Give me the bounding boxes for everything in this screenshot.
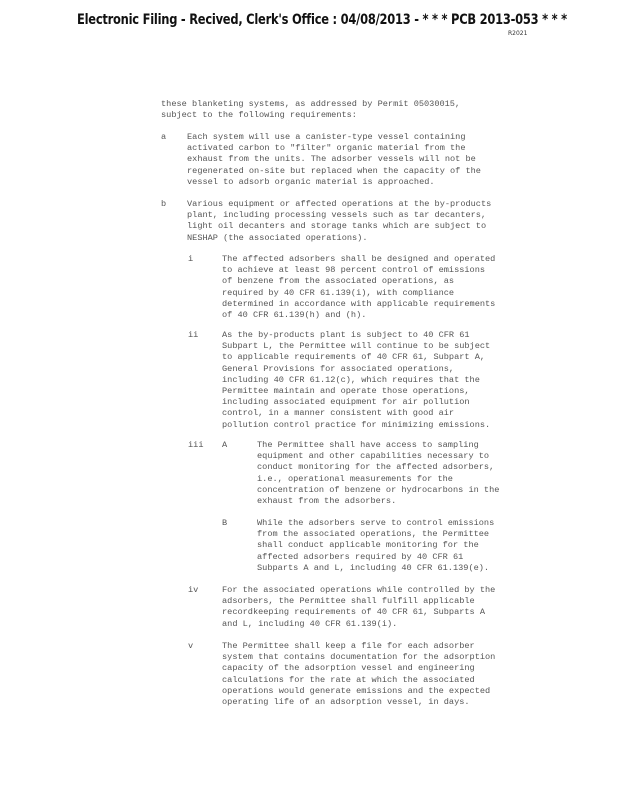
item-marker-iii-b: B [222, 518, 228, 528]
item-ii [222, 330, 490, 431]
item-line: Subparts A and L, including 40 CFR 61.139(e). [257, 562, 490, 573]
item-line: The Permittee shall have access to sampling [257, 440, 479, 450]
intro-line: these blanketing systems, as addressed by Permit 05030015, [161, 99, 461, 109]
item-line: General Provisions for associated operations, [222, 363, 455, 374]
item-line: operations would generate emissions and the expected [222, 685, 491, 696]
item-line: to applicable requirements of 40 CFR 61, Subpart A, [222, 352, 486, 363]
intro-line: subject to the following requirements: [161, 110, 357, 121]
item-line: Permittee maintain and operate those operations, [222, 385, 470, 396]
item-line: activated carbon to "filter" organic material from the [187, 143, 466, 154]
item-line: equipment and other capabilities necessary to [257, 451, 490, 462]
item-line: pollution control practice for minimizing emissions. [222, 419, 491, 430]
item-line: affected adsorbers required by 40 CFR 61 [257, 551, 464, 562]
item-line: Various equipment or affected operations at the by-products [187, 199, 492, 209]
item-line: calculations for the rate at which the associated [222, 674, 475, 685]
item-line: regenerated on-site but replaced when the capacity of the [187, 165, 481, 176]
item-line: plant, including processing vessels such as tar decanters, [187, 210, 487, 221]
item-line: As the by-products plant is subject to 40 CFR 61 [222, 330, 470, 340]
item-line: of 40 CFR 61.139(h) and (h). [222, 309, 367, 320]
item-marker-v: v [188, 641, 194, 651]
item-marker-b: b [161, 199, 167, 209]
item-marker-a: a [161, 132, 167, 142]
item-line: The Permittee shall keep a file for each adsorber [222, 641, 475, 651]
item-line: and L, including 40 CFR 61.139(i). [222, 618, 398, 629]
item-line: shall conduct applicable monitoring for the [257, 540, 479, 551]
item-line: recordkeeping requirements of 40 CFR 61, Subparts A [222, 607, 486, 618]
item-line: conduct monitoring for the affected adsorbers, [257, 462, 495, 473]
page-stamp: R2021 [508, 30, 528, 37]
item-line: control, in a manner consistent with good air [222, 408, 455, 419]
filing-header: Electronic Filing - Recived, Clerk's Office : 04/08/2013 - * * * PCB 2013-053 * * * [77, 12, 567, 28]
item-line: Each system will use a canister-type vessel containing [187, 132, 466, 142]
item-line: vessel to adsorb organic material is approached. [187, 176, 435, 187]
item-line: The affected adsorbers shall be designed and operated [222, 254, 496, 264]
item-line: from the associated operations, the Permittee [257, 529, 490, 540]
item-line: determined in accordance with applicable requirements [222, 298, 496, 309]
item-line: While the adsorbers serve to control emissions [257, 518, 495, 528]
item-marker-i: i [188, 254, 194, 264]
item-marker-iii: iii [188, 440, 204, 450]
item-a [187, 132, 481, 188]
item-line: required by 40 CFR 61.139(i), with compliance [222, 287, 455, 298]
item-v [222, 641, 495, 708]
item-iii-a [257, 440, 499, 507]
item-line: NESHAP (the associated operations). [187, 232, 368, 243]
item-line: For the associated operations while controlled by the [222, 585, 496, 595]
item-i [222, 254, 495, 321]
item-line: including 40 CFR 61.12(c), which requires that the [222, 374, 480, 385]
item-marker-ii: ii [188, 330, 199, 340]
item-line: light oil decanters and storage tanks which are subject to [187, 221, 487, 232]
item-line: exhaust from the units. The adsorber vessels will not be [187, 154, 476, 165]
item-marker-iv: iv [188, 585, 199, 595]
item-line: adsorbers, the Permittee shall fulfill applicable [222, 596, 475, 607]
item-line: Subpart L, the Permittee will continue to be subject [222, 341, 491, 352]
item-line: exhaust from the adsorbers. [257, 495, 397, 506]
item-marker-iii-a: A [222, 440, 228, 450]
intro-paragraph [161, 99, 460, 121]
item-line: i.e., operational measurements for the [257, 473, 453, 484]
item-line: operating life of an adsorption vessel, in days. [222, 696, 470, 707]
item-iii-b [257, 518, 494, 574]
item-line: system that contains documentation for the adsorption [222, 652, 496, 663]
item-line: capacity of the adsorption vessel and engineering [222, 663, 475, 674]
item-line: of benzene from the associated operations, as [222, 276, 455, 287]
item-line: concentration of benzene or hydrocarbons in the [257, 484, 500, 495]
item-line: including associated equipment for air pollution [222, 397, 470, 408]
item-iv [222, 585, 495, 630]
item-b [187, 199, 491, 244]
item-line: to achieve at least 98 percent control of emissions [222, 265, 486, 276]
